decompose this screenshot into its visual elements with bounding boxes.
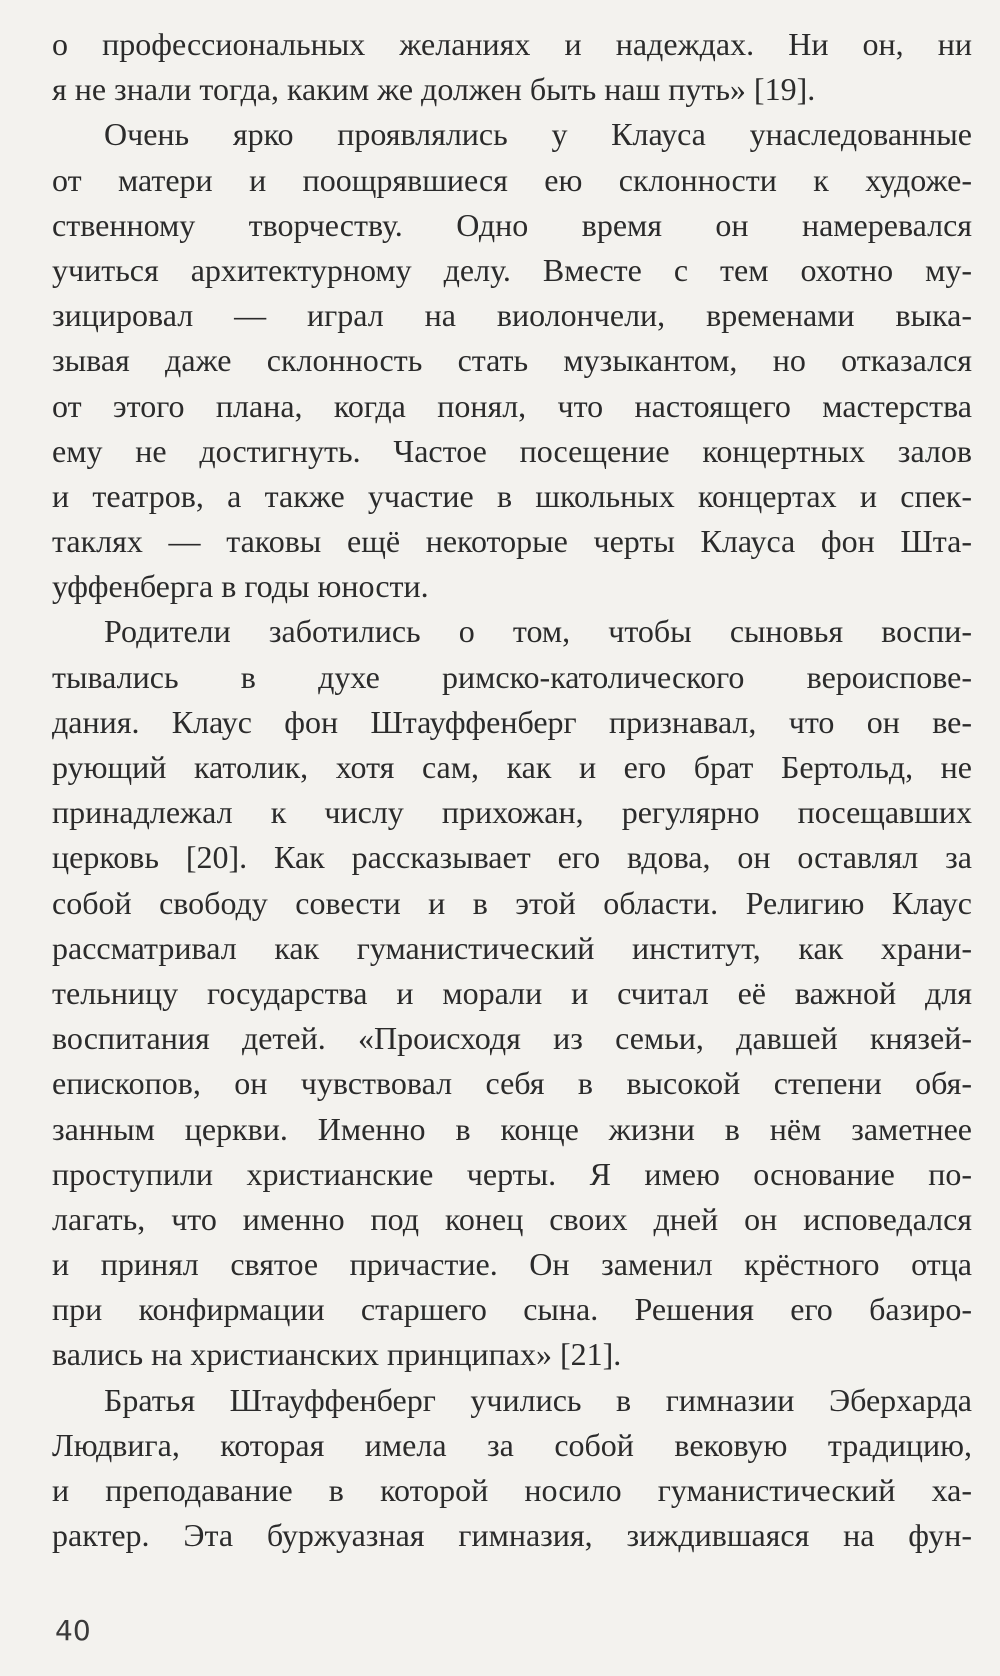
text-line: о профессиональных желаниях и надеждах. Ни он, ни bbox=[52, 26, 972, 62]
text-line: от этого плана, когда понял, что настоящего мастерства bbox=[52, 387, 972, 424]
text-line: уффенберга в годы юности. bbox=[52, 568, 429, 605]
text-line: зицировал — играл на виолончели, временами выка- bbox=[52, 297, 972, 334]
text-line: собой свободу совести и в этой области. Религию Клаус bbox=[52, 884, 972, 921]
text-line: дания. Клаус фон Штауффенберг признавал, что он ве- bbox=[52, 703, 972, 740]
book-page-text bbox=[52, 22, 972, 1662]
text-line: тельницу государства и морали и считал её важной для bbox=[52, 974, 972, 1011]
text-line: занным церкви. Именно в конце жизни в нём заметнее bbox=[52, 1110, 972, 1147]
text-line: воспитания детей. «Происходя из семьи, давшей князей- bbox=[52, 1020, 972, 1057]
text-line: принадлежал к числу прихожан, регулярно посещавших bbox=[52, 794, 972, 831]
paragraph-first-line: Очень ярко проявлялись у Клауса унаследованные bbox=[104, 116, 972, 153]
text-line: учиться архитектурному делу. Вместе с тем охотно му- bbox=[52, 251, 972, 288]
text-line: и театров, а также участие в школьных концертах и спек- bbox=[52, 477, 972, 514]
text-line: и принял святое причастие. Он заменил крёстного отца bbox=[52, 1246, 972, 1283]
text-line: Людвига, которая имела за собой вековую традицию, bbox=[52, 1426, 972, 1463]
text-line: ему не достигнуть. Частое посещение концертных залов bbox=[52, 432, 972, 469]
text-line: церковь [20]. Как рассказывает его вдова, он оставлял за bbox=[52, 839, 972, 876]
text-line: и преподавание в которой носило гуманистический ха- bbox=[52, 1472, 972, 1508]
text-line: таклях — таковы ещё некоторые черты Клауса фон Шта- bbox=[52, 523, 972, 560]
text-line: рактер. Эта буржуазная гимназия, зиждившаяся на фун- bbox=[52, 1517, 972, 1554]
text-line: епископов, он чувствовал себя в высокой степени обя- bbox=[52, 1065, 972, 1102]
text-line: рующий католик, хотя сам, как и его брат Бертольд, не bbox=[52, 749, 972, 785]
text-line: лагать, что именно под конец своих дней он исповедался bbox=[52, 1200, 972, 1237]
text-line: ственному творчеству. Одно время он намеревался bbox=[52, 206, 972, 243]
text-line: тывались в духе римско-католического вероиспове- bbox=[52, 658, 972, 695]
text-line: зывая даже склонность стать музыкантом, но отказался bbox=[52, 342, 972, 379]
text-line: от матери и поощрявшиеся ею склонности к художе- bbox=[52, 161, 972, 198]
text-line: вались на христианских принципах» [21]. bbox=[52, 1336, 622, 1373]
text-line: при конфирмации старшего сына. Решения его базиро- bbox=[52, 1291, 972, 1328]
text-line: рассматривал как гуманистический институт, как храни- bbox=[52, 929, 972, 966]
paragraph-first-line: Родители заботились о том, чтобы сыновья воспи- bbox=[104, 613, 972, 650]
text-line: я не знали тогда, каким же должен быть наш путь» [19]. bbox=[52, 71, 816, 108]
text-line: проступили христианские черты. Я имею основание по- bbox=[52, 1155, 972, 1192]
paragraph-first-line: Братья Штауффенберг учились в гимназии Эберхарда bbox=[104, 1381, 972, 1418]
page-number: 40 bbox=[55, 1614, 91, 1647]
